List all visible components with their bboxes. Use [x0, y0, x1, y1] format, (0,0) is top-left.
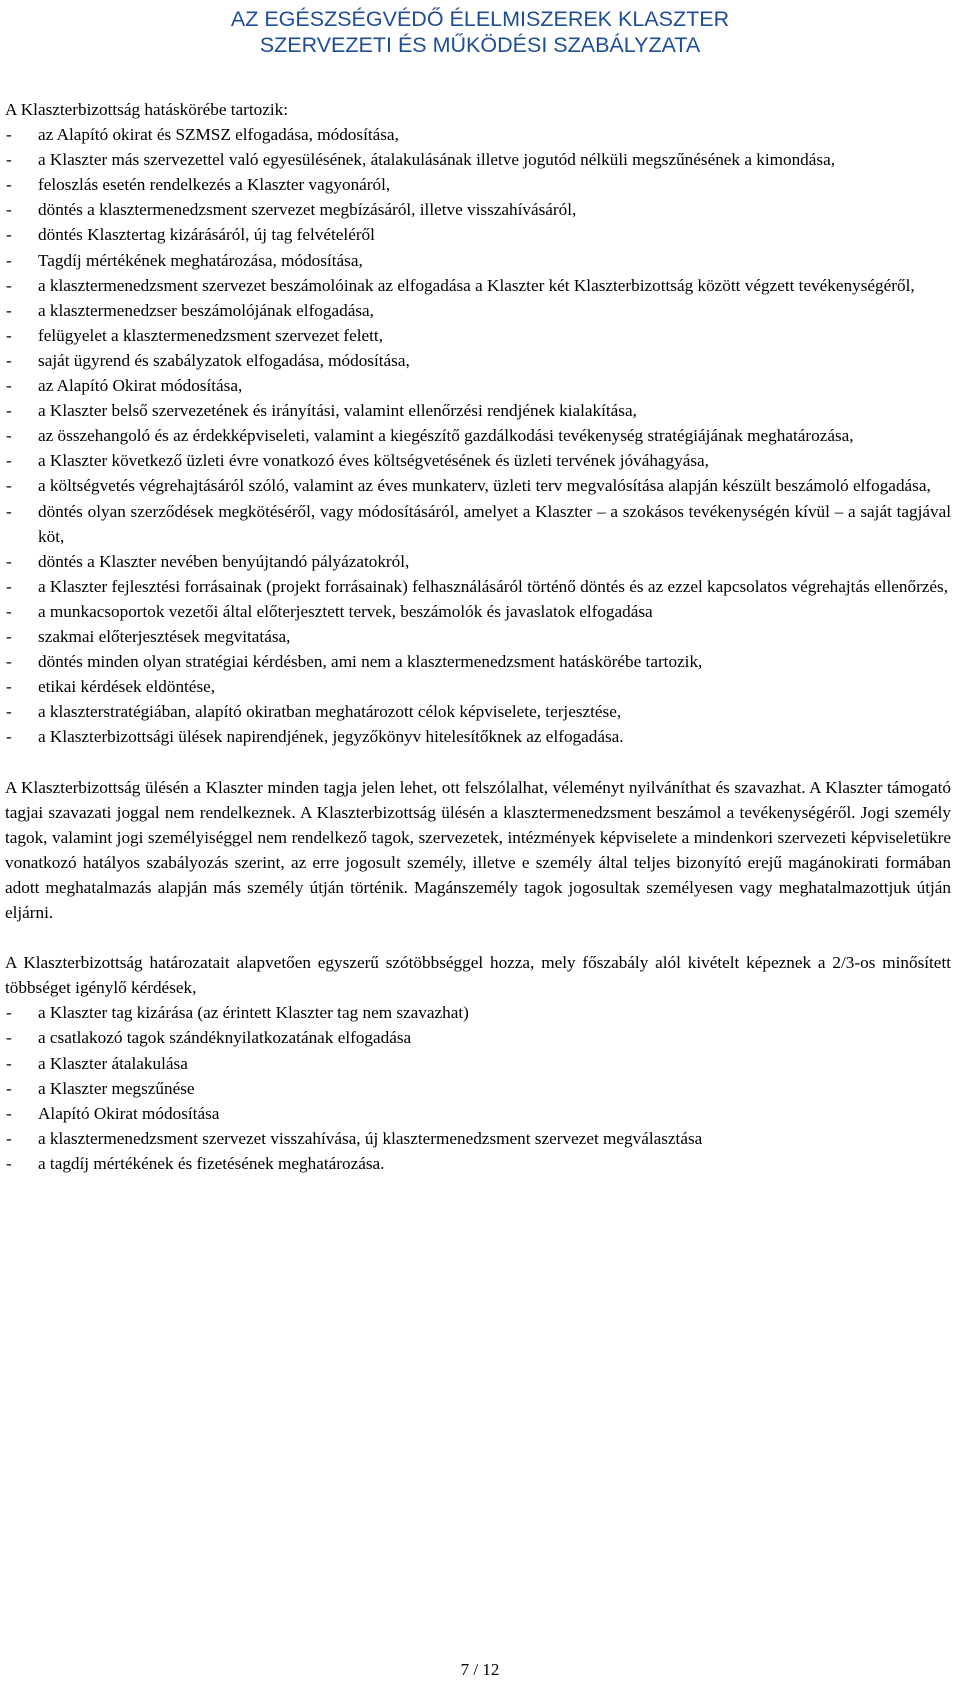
list-item: - a Klaszter belső szervezetének és irányítási, valamint ellenőrzési rendjének kialakítása,	[5, 398, 951, 423]
list-item: - döntés a klasztermenedzsment szervezet megbízásáról, illetve visszahívásáról,	[5, 197, 951, 222]
list-item: - Tagdíj mértékének meghatározása, módosítása,	[5, 248, 951, 273]
list-item: - az Alapító Okirat módosítása,	[5, 373, 951, 398]
list-item: - a Klaszter átalakulása	[5, 1051, 951, 1076]
list-item: - a klaszterstratégiában, alapító okiratban meghatározott célok képviselete, terjesztése,	[5, 699, 951, 724]
list-item: - felügyelet a klasztermenedzsment szervezet felett,	[5, 323, 951, 348]
list-item: - a Klaszter tag kizárása (az érintett Klaszter tag nem szavazhat)	[5, 1000, 951, 1025]
paragraph-membership-rights: A Klaszterbizottság ülésén a Klaszter minden tagja jelen lehet, ott felszólalhat, véleményt nyilváníthat és szavazhat. A Klaszter támogató tagjai szavazati joggal nem rendelkeznek. A Klaszterbizottság ülésén a klasztermenedzsment beszámol a tevékenységéről. Jogi személy tagok, valamint jogi személyiséggel nem rendelkező tagok, szervezetek, intézmények képviselete a mindenkori szervezeti képviseletükre vonatkozó hatályos szabályozás szerint, az erre jogosult személy, illetve e személy által teljes bizonyító erejű magánokirati formában adott meghatalmazás alapján más személy útján történik. Magánszemély tagok jogosultak személyesen vagy meghatalmazottjuk útján eljárni.	[5, 777, 951, 922]
list-item: - szakmai előterjesztések megvitatása,	[5, 624, 951, 649]
list-item: - a munkacsoportok vezetői által előterjesztett tervek, beszámolók és javaslatok elfogadása	[5, 599, 951, 624]
list-item: - a Klaszter következő üzleti évre vonatkozó éves költségvetésének és üzleti tervének jóváhagyása,	[5, 448, 951, 473]
section3-list	[5, 1000, 951, 1176]
list-item: - a klasztermenedzsment szervezet visszahívása, új klasztermenedzsment szervezet megválasztása	[5, 1126, 951, 1151]
list-item: - feloszlás esetén rendelkezés a Klaszter vagyonáról,	[5, 172, 951, 197]
document-body	[5, 97, 951, 1176]
list-item: - a klasztermenedzser beszámolójának elfogadása,	[5, 298, 951, 323]
list-item: - a Klaszterbizottsági ülések napirendjének, jegyzőkönyv hitelesítőknek az elfogadása.	[5, 724, 951, 749]
list-item: - döntés olyan szerződések megkötéséről, vagy módosításáról, amelyet a Klaszter – a szokásos tevékenységén kívül – a saját tagjával köt,	[5, 499, 951, 549]
list-item: - a tagdíj mértékének és fizetésének meghatározása.	[5, 1151, 951, 1176]
list-item: - Alapító Okirat módosítása	[5, 1101, 951, 1126]
page-number: 7 / 12	[460, 1660, 500, 1679]
list-item: - döntés a Klaszter nevében benyújtandó pályázatokról,	[5, 549, 951, 574]
section1-list	[5, 122, 951, 749]
list-item: - etikai kérdések eldöntése,	[5, 674, 951, 699]
list-item: - döntés minden olyan stratégiai kérdésben, ami nem a klasztermenedzsment hatáskörébe tartozik,	[5, 649, 951, 674]
section1-intro: A Klaszterbizottság hatáskörébe tartozik:	[5, 100, 289, 119]
list-item: - az Alapító okirat és SZMSZ elfogadása, módosítása,	[5, 122, 951, 147]
list-item: - döntés Klasztertag kizárásáról, új tag felvételéről	[5, 222, 951, 247]
list-item: - saját ügyrend és szabályzatok elfogadása, módosítása,	[5, 348, 951, 373]
document-header	[0, 6, 960, 58]
header-title-line1: AZ EGÉSZSÉGVÉDŐ ÉLELMISZEREK KLASZTER	[230, 7, 730, 31]
list-item: - az összehangoló és az érdekképviseleti, valamint a kiegészítő gazdálkodási tevékenység stratégiájának meghatározása,	[5, 423, 951, 448]
list-item: - a Klaszter fejlesztési forrásainak (projekt forrásainak) felhasználásáról történő döntés és az ezzel kapcsolatos végrehajtás ellenőrzés,	[5, 574, 951, 599]
list-item: - a csatlakozó tagok szándéknyilatkozatának elfogadása	[5, 1025, 951, 1050]
header-title-line2: SZERVEZETI ÉS MŰKÖDÉSI SZABÁLYZATA	[259, 33, 701, 57]
list-item: - a klasztermenedzsment szervezet beszámolóinak az elfogadása a Klaszter két Klaszterbizottság között végzett tevékenységéről,	[5, 273, 951, 298]
section3-intro: A Klaszterbizottság határozatait alapvetően egyszerű szótöbbséggel hozza, mely főszabály alól kivételt képeznek a 2/3-os minősített többséget igénylő kérdések,	[5, 953, 951, 998]
list-item: - a Klaszter megszűnése	[5, 1076, 951, 1101]
list-item: - a költségvetés végrehajtásáról szóló, valamint az éves munkaterv, üzleti terv megvalósítása alapján készült beszámoló elfogadása,	[5, 473, 951, 498]
list-item: - a Klaszter más szervezettel való egyesülésének, átalakulásának illetve jogutód nélküli megszűnésének a kimondása,	[5, 147, 951, 172]
